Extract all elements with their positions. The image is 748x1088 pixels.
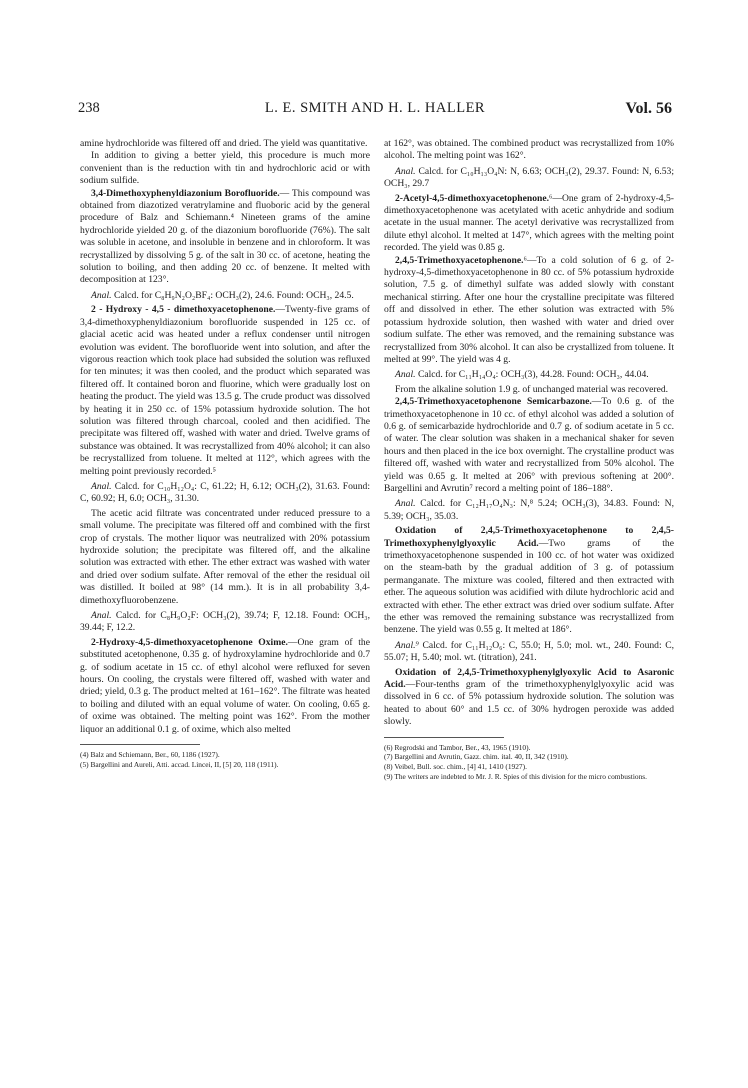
paragraph — [80, 138, 370, 150]
analysis-line — [80, 481, 370, 506]
paragraph-text: —Twenty-five grams of 3,4-dimethoxyphenyldiazonium borofluoride suspended in 125 cc. of glacial acetic acid was heated under a reflux condenser until nitrogen evolution was evident. The borofluoride went into solution, and after the vigorous reaction which took place had subsided the solution was refluxed for ten minutes; it was then cooled, and the product which separated was filtered off. It contained boron and fluorine, which were gradually lost on heating the product. The yield was 13.5 g. The crude product was dissolved by heating it in 250 cc. of 15% potassium hydroxide solution. The hot solution was filtered through charcoal, cooled and then acidified. The precipitate was filtered off, washed with water and dried. Twelve grams of substance was obtained. It was recrystallized from 40% alcohol; it can also be recrystallized from toluene. It melted at 112°, which agrees with the melting point previously recorded.⁵ — [80, 304, 370, 477]
footnote: (9) The writers are indebted to Mr. J. R. Spies of this division for the micro combustions. — [384, 772, 648, 782]
paragraph — [384, 525, 674, 637]
section-heading: 2 - Hydroxy - 4,5 - dimethoxyacetophenone. — [91, 304, 276, 316]
paragraph — [80, 508, 370, 607]
paragraph — [80, 150, 370, 187]
analysis-label: Anal.⁹ — [395, 639, 419, 651]
section-heading: 2,4,5-Trimethoxyacetophenone. — [395, 254, 524, 266]
paragraph — [384, 396, 674, 495]
section-heading: 2,4,5-Trimethoxyacetophenone Semicarbazone. — [395, 396, 592, 408]
analysis-label: Anal. — [91, 480, 112, 492]
left-body — [80, 138, 370, 736]
footnote: (4) Balz and Schiemann, Ber., 60, 1186 (1927). — [80, 750, 220, 760]
paragraph — [80, 637, 370, 736]
analysis-line — [384, 640, 674, 665]
running-header — [78, 100, 672, 122]
paragraph-text: Calcd. for C₁₁H₁₄O₄: OCH₃(3), 44.28. Found: OCH₃, 44.04. — [417, 369, 649, 381]
paragraph — [80, 188, 370, 287]
analysis-label: Anal. — [91, 610, 112, 622]
right-body — [384, 138, 674, 729]
section-heading: 3,4-Dimethoxyphenyldiazonium Borofluoride. — [91, 187, 280, 199]
page-number: 238 — [78, 100, 100, 116]
analysis-label: Anal. — [395, 498, 416, 510]
footnote: (7) Bargellini and Avrutin, Gazz. chim. ital. 40, II, 342 (1910). — [384, 752, 569, 762]
section-heading: Oxidation of 2,4,5-Trimethoxyacetophenone to 2,4,5-Trimethoxyphenylglyoxylic Acid. — [384, 525, 674, 549]
analysis-label: Anal. — [395, 165, 416, 177]
analysis-line — [384, 166, 674, 191]
paragraph-text: Calcd. for C₈H₉N₂O₂BF₄: OCH₃(2), 24.6. Found: OCH₃, 24.5. — [113, 289, 354, 301]
paragraph-text: —Four-tenths gram of the trimethoxyphenylglyoxylic acid was dissolved in 6 cc. of 5% potassium hydroxide solution. The solution was heated to about 60° and 1.5 cc. of 30% hydrogen peroxide was added slowly. — [384, 679, 674, 728]
paragraph-text: ⁶—One gram of 2-hydroxy-4,5-dimethoxyacetophenone was acetylated with acetic anhydride and sodium acetate in the usual manner. The acetyl derivative was recrystallized from dilute ethyl alcohol. It melted at 147°, which agrees with the melting point recorded. The yield was 0.85 g. — [384, 192, 674, 254]
paragraph — [384, 384, 674, 396]
paragraph — [384, 255, 674, 367]
section-heading: 2-Acetyl-4,5-dimethoxyacetophenone. — [395, 192, 550, 204]
paragraph-text: Calcd. for C₁₀H₁₂O₄: C, 61.22; H, 6.12; OCH₃(2), 31.63. Found: C, 60.92; H, 6.0; OCH₃, 31.30. — [80, 480, 370, 505]
running-authors: L. E. SMITH AND H. L. HALLER — [264, 100, 486, 116]
analysis-line — [80, 290, 370, 302]
paragraph-text: Calcd. for C₁₁H₁₂O₆: C, 55.0; H, 5.0; mol. wt., 240. Found: C, 55.07; H, 5.40; mol. wt. (titration), 241. — [384, 639, 674, 664]
analysis-label: Anal. — [395, 369, 416, 381]
left-footnotes — [80, 750, 370, 770]
paragraph — [80, 304, 370, 478]
paragraph-text: Calcd. for C₈H₉O₂F: OCH₃(2), 39.74; F, 12.18. Found: OCH₃, 39.44; F, 12.2. — [80, 610, 370, 634]
footnote: (6) Regrodski and Tambor, Ber., 43, 1965 (1910). — [384, 742, 531, 752]
paragraph — [384, 138, 674, 163]
footnote: (8) Veibel, Bull. soc. chim., [4] 41, 1410 (1927). — [384, 762, 527, 772]
paragraph-text: Calcd. for C₁₀H₁₃O₄N: N, 6.63; OCH₃(2), 29.37. Found: N, 6.53; OCH₃, 29.7 — [384, 165, 674, 190]
paragraph-text: — This compound was obtained from diazotized veratrylamine and fluoboric acid by the general procedure of Balz and Schiemann.⁴ Nineteen grams of the amine hydrochloride yielded 20 g. of the diazonium borofluoride (76%). The salt was soluble in acetone, and insoluble in benzene and in chloroform. It was recrystallized by dissolving 5 g. of the salt in 30 cc. of acetone, heating the solution to boiling, and then adding 20 cc. of benzene. It melted with decomposition at 123°. — [80, 187, 371, 286]
volume-label: Vol. 56 — [625, 100, 672, 117]
section-heading: 2-Hydroxy-4,5-dimethoxyacetophenone Oxime. — [91, 636, 288, 648]
paragraph-text: —To 0.6 g. of the trimethoxyacetophenone in 10 cc. of ethyl alcohol was added a solution of 0.6 g. of semicarbazide hydrochloride and 0.7 g. of sodium acetate in 5 cc. of water. The clear solution was shaken in a mechanical shaker for seven hours and then placed in the ice box overnight. The crystalline product was filtered off, washed with water and recrystallized from 50% alcohol. The yield was 0.65 g. It melted at 206° with previous softening at 200°. Bargellini and Avrutin⁷ record a melting point of 186–188°. — [384, 396, 674, 494]
analysis-line — [80, 610, 370, 635]
paragraph-text: at 162°, was obtained. The combined product was recrystallized from 10% alcohol. The melting point was 162°. — [384, 138, 674, 162]
analysis-line — [384, 498, 674, 523]
paragraph-text: From the alkaline solution 1.9 g. of unchanged material was recovered. — [395, 383, 669, 395]
right-column — [384, 138, 674, 782]
right-footnotes — [384, 743, 674, 782]
paragraph-text: Calcd. for C₁₂H₁₇O₄N₃: N,⁸ 5.24; OCH₃(3), 34.83. Found: N, 5.39; OCH₃, 35.03. — [384, 498, 674, 522]
left-column — [80, 138, 370, 770]
analysis-label: Anal. — [91, 289, 112, 301]
footnote: (5) Bargellini and Aureli, Atti. accad. Lincei, II, [5] 20, 118 (1911). — [80, 759, 279, 769]
section-heading: Oxidation of 2,4,5-Trimethoxyphenylglyoxylic Acid to Asaronic Acid. — [384, 666, 674, 691]
paragraph — [384, 667, 674, 729]
paragraph-text: In addition to giving a better yield, this procedure is much more convenient than is the reduction with tin and hydrochloric acid or with sodium sulfide. — [80, 150, 370, 187]
paragraph-text: —Two grams of the trimethoxyacetophenone suspended in 100 cc. of hot water was oxidized on the steam-bath by the gradual addition of 3 g. of potassium permanganate. The mixture was cooled, filtered and then extracted with ether. The aqueous solution was acidified with dilute hydrochloric acid and extracted with ether. The ether extract was dried over sodium sulfate. After the ether was removed the remaining substance was recrystallized from benzene. The yield was 0.55 g. It melted at 186°. — [384, 537, 674, 636]
paragraph-text: The acetic acid filtrate was concentrated under reduced pressure to a small volume. The precipitate was filtered off and combined with the first crop of crystals. The mother liquor was neutralized with 20% potassium hydroxide solution; the precipitate was filtered off, and the alkaline solution was extracted with ether. The ether extract was washed with water and dried over sodium sulfate. After removal of the ether the residual oil was distilled. It boiled at 98° (14 mm.). It is in all probability 3,4-dimethoxyfluorobenzene. — [80, 507, 370, 606]
paragraph-text: amine hydrochloride was filtered off and dried. The yield was quantitative. — [80, 138, 368, 149]
paragraph-text: —One gram of the substituted acetophenone, 0.35 g. of hydroxylamine hydrochloride and 0.7 g. of sodium acetate in 15 cc. of ethyl alcohol were refluxed for seven hours. On cooling, the crystals were filtered off, washed with water and dried; yield, 0.3 g. The product melted at 161–162°. The filtrate was heated to boiling and diluted with an equal volume of water. On cooling, 0.65 g. of oxime was obtained. The melting point was 162°. From the mother liquor an additional 0.1 g. of oxime, which also melted — [80, 636, 370, 735]
paragraph — [384, 193, 674, 255]
analysis-line — [384, 369, 674, 381]
paragraph-text: ⁶—To a cold solution of 6 g. of 2-hydroxy-4,5-dimethoxyacetophenone in 80 cc. of 5% potassium hydroxide solution, 7.5 g. of dimethyl sulfate was added slowly with constant mechanical stirring. After one hour the crystalline precipitate was filtered off and dissolved in ether. The ether solution was extracted with 5% potassium hydroxide solution, then washed with water and dried over sodium sulfate. The ether was removed, and the remaining substance was recrystallized from 30% alcohol. It can also be crystallized from toluene. It melted at 99°. The yield was 4 g. — [384, 254, 674, 365]
